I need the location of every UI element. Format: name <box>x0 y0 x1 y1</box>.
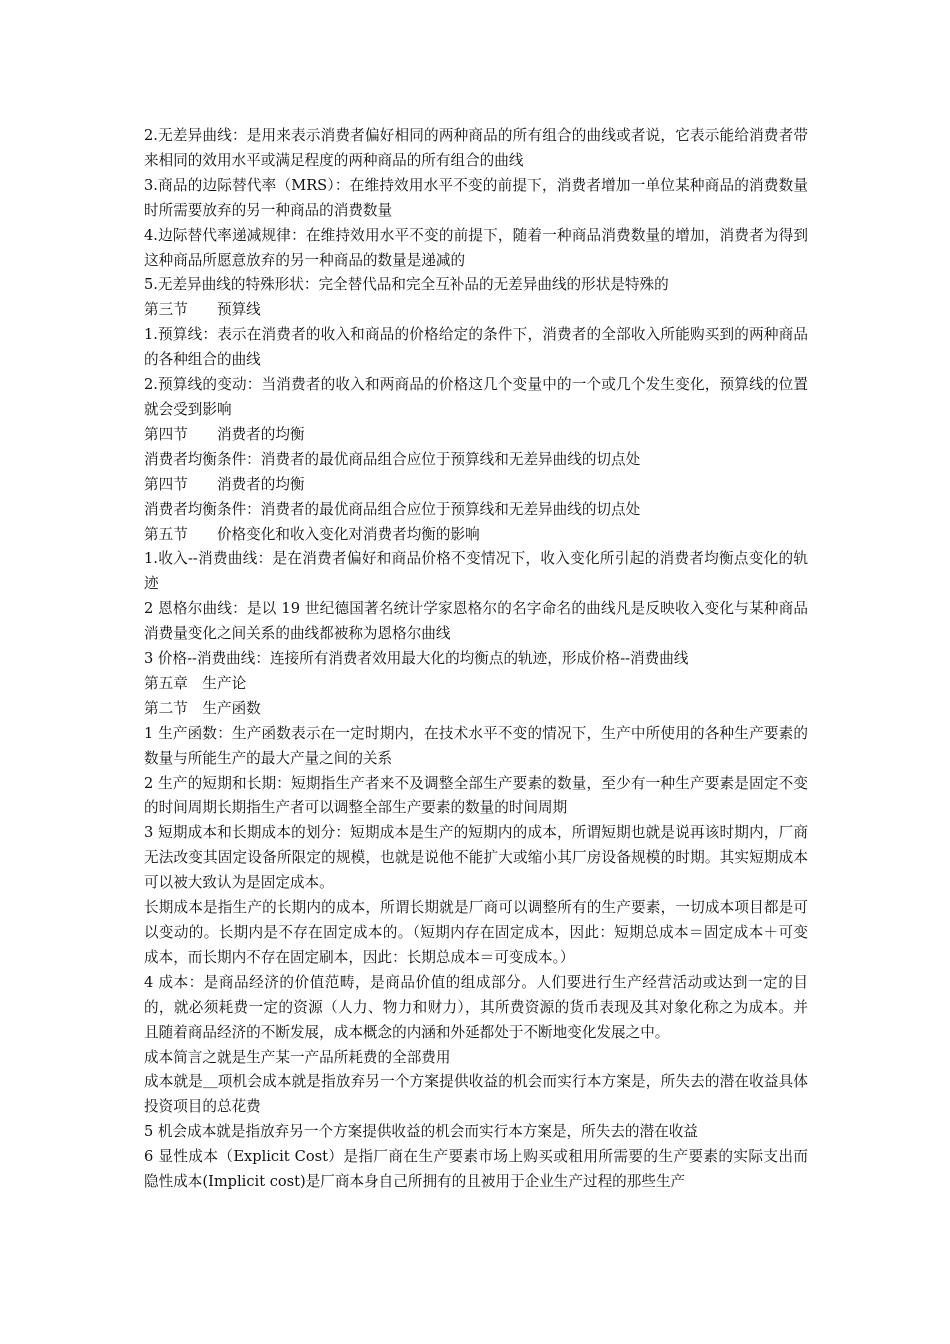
paragraph-opportunity-cost: 5 机会成本就是指放弃另一个方案提供收益的机会而实行本方案是，所失去的潜在收益 <box>144 1123 698 1141</box>
paragraph-diminishing-mrs: 4.边际替代率递减规律：在维持效用水平不变的前提下，随着一种商品消费数量的增加，消费者为得到这种商品所愿意放弃的另一种商品的数量是递减的 <box>144 226 808 269</box>
section-heading-consumer-equilibrium: 第四节 消费者的均衡 <box>144 425 305 443</box>
paragraph-indifference-curve: 2.无差异曲线：是用来表示消费者偏好相同的两种商品的所有组合的曲线或者说，它表示能给消费者带来相同的效用水平或满足程度的两种商品的所有组合的曲线 <box>144 127 808 169</box>
chapter-heading-production: 第五章 生产论 <box>144 674 247 692</box>
section-heading-consumer-equilibrium-repeat: 第四节 消费者的均衡 <box>144 475 305 493</box>
paragraph-budget-line: 1.预算线：表示在消费者的收入和商品的价格给定的条件下，消费者的全部收入所能购买到的两种商品的各种组合的曲线 <box>144 326 808 369</box>
paragraph-short-long-run: 2 生产的短期和长期：短期指生产者来不及调整全部生产要素的数量，至少有一种生产要素是固定不变的时间周期长期指生产者可以调整全部生产要素的数量的时间周期 <box>144 774 808 817</box>
paragraph-cost-definition: 4 成本：是商品经济的价值范畴，是商品价值的组成部分。人们要进行生产经营活动或达到一定的目的，就必须耗费一定的资源（人力、物力和财力），其所费资源的货币表现及其对象化称之为成本。并且随着商品经济的不断发展，成本概念的内涵和外延都处于不断地变化发展之中。 <box>144 973 808 1041</box>
paragraph-long-run-cost: 长期成本是指生产的长期内的成本，所谓长期就是厂商可以调整所有的生产要素，一切成本项目都是可以变动的。长期内是不存在固定成本的。（短期内存在固定成本，因此：短期总成本＝固定成本＋可变成本，而长期内不存在固定刷本，因此：长期总成本＝可变成本。） <box>144 899 808 966</box>
paragraph-price-consumption-curve: 3 价格--消费曲线：连接所有消费者效用最大化的均衡点的轨迹，形成价格--消费曲线 <box>144 650 689 668</box>
paragraph-equilibrium-condition: 消费者均衡条件：消费者的最优商品组合应位于预算线和无差异曲线的切点处 <box>144 450 641 468</box>
paragraph-budget-line-shift: 2.预算线的变动：当消费者的收入和两商品的价格这几个变量中的一个或几个发生变化，预算线的位置就会受到影响 <box>144 376 808 418</box>
paragraph-production-function: 1 生产函数：生产函数表示在一定时期内，在技术水平不变的情况下，生产中所使用的各种生产要素的数量与所能生产的最大产量之间的关系 <box>144 724 808 767</box>
document-page <box>144 124 813 1195</box>
paragraph-explicit-implicit-cost: 6 显性成本（Explicit Cost）是指厂商在生产要素市场上购买或租用所需要的生产要素的实际支出而 隐性成本(Implicit cost)是厂商本身自己所拥有的且被用于企业生产过程的那些生产 <box>144 1148 813 1191</box>
section-heading-price-income-effects: 第五节 价格变化和收入变化对消费者均衡的影响 <box>144 525 480 543</box>
section-heading-budget-line: 第三节 预算线 <box>144 301 261 319</box>
paragraph-cost-summary: 成本简言之就是生产某一产品所耗费的全部费用 <box>144 1048 451 1066</box>
paragraph-special-shapes: 5.无差异曲线的特殊形状：完全替代品和完全互补品的无差异曲线的形状是特殊的 <box>144 276 669 294</box>
paragraph-cost-opportunity: 成本就是＿项机会成本就是指放弃另一个方案提供收益的机会而实行本方案是，所失去的潜在收益具体投资项目的总花费 <box>144 1073 808 1116</box>
paragraph-mrs: 3.商品的边际替代率（MRS）：在维持效用水平不变的前提下，消费者增加一单位某种商品的消费数量时所需要放弃的另一种商品的消费数量 <box>144 176 808 219</box>
paragraph-short-run-cost: 3 短期成本和长期成本的划分：短期成本是生产的短期内的成本，所谓短期也就是说再该时期内，厂商无法改变其固定设备所限定的规模，也就是说他不能扩大或缩小其厂房设备规模的时期。其实短期成本可以被大致认为是固定成本。 <box>144 824 808 892</box>
section-heading-production-function: 第二节 生产函数 <box>144 699 261 717</box>
paragraph-income-consumption-curve: 1.收入--消费曲线：是在消费者偏好和商品价格不变情况下，收入变化所引起的消费者均衡点变化的轨迹 <box>144 550 808 593</box>
paragraph-equilibrium-condition-repeat: 消费者均衡条件：消费者的最优商品组合应位于预算线和无差异曲线的切点处 <box>144 500 641 518</box>
paragraph-engel-curve: 2 恩格尔曲线：是以 19 世纪德国著名统计学家恩格尔的名字命名的曲线凡是反映收入变化与某种商品消费量变化之间关系的曲线都被称为恩格尔曲线 <box>144 600 808 643</box>
